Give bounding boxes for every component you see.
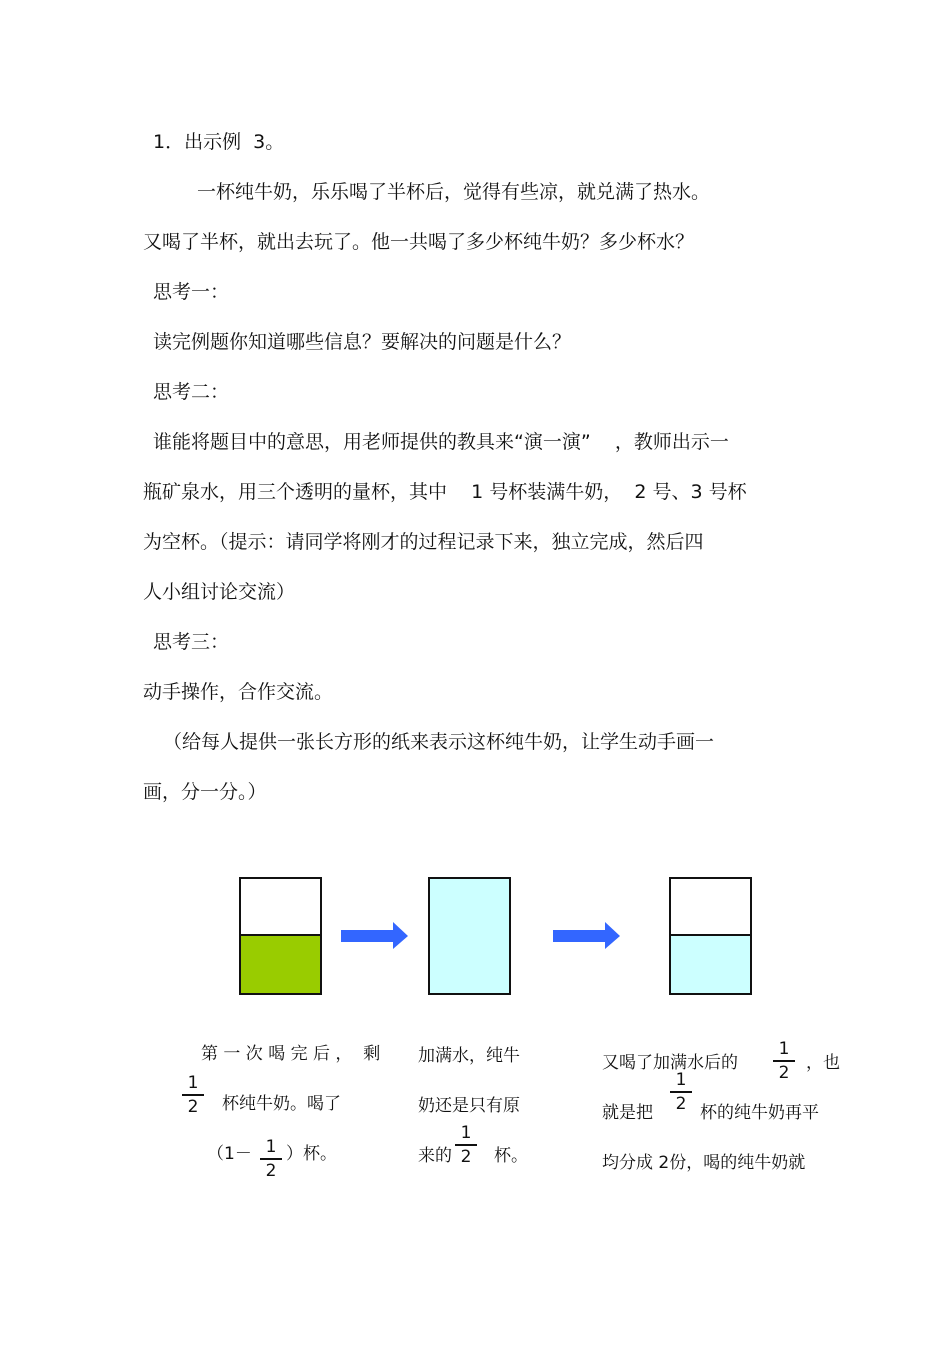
problem-line-2: 又喝了半杯，就出去玩了。他一共喝了多少杯纯牛奶？多少杯水？ bbox=[143, 231, 695, 253]
caption3-line-2a: 就是把 bbox=[602, 1103, 653, 1123]
caption1-line-3b: ）杯。 bbox=[286, 1144, 337, 1164]
caption1-line-1: 第 一 次 喝 完 后 ， 剩 bbox=[201, 1044, 381, 1064]
think3-line-2: （给每人提供一张长方形的纸来表示这杯纯牛奶，让学生动手画一 bbox=[163, 731, 715, 753]
fraction-denominator: 2 bbox=[460, 1147, 472, 1167]
caption3-line-2b: 杯的纯牛奶再平 bbox=[700, 1103, 819, 1123]
think2-label: 思考二： bbox=[153, 381, 230, 403]
fraction-denominator: 2 bbox=[675, 1094, 687, 1114]
milk-fill bbox=[241, 936, 320, 993]
water-fill bbox=[430, 879, 509, 993]
caption2-line-3b: 杯。 bbox=[494, 1146, 528, 1166]
cup-2-full-water bbox=[428, 877, 511, 995]
think2-line-4: 人小组讨论交流） bbox=[143, 581, 296, 603]
caption1-line-2: 杯纯牛奶。喝了 bbox=[222, 1094, 341, 1114]
fraction-bar bbox=[455, 1144, 477, 1146]
think1-text: 读完例题你知道哪些信息？要解决的问题是什么？ bbox=[153, 331, 572, 353]
caption3-line-1b: ，也 bbox=[806, 1053, 840, 1073]
think1-label: 思考一： bbox=[153, 281, 230, 303]
caption2-line-2: 奶还是只有原 bbox=[418, 1096, 520, 1116]
fraction-bar bbox=[773, 1060, 795, 1062]
think3-line-1: 动手操作，合作交流。 bbox=[143, 681, 334, 703]
fraction-numerator: 1 bbox=[187, 1073, 199, 1093]
arrow-right-icon bbox=[341, 922, 409, 950]
example-heading: 1．出示例 3。 bbox=[153, 131, 285, 153]
fraction-denominator: 2 bbox=[778, 1063, 790, 1083]
fraction-bar bbox=[670, 1091, 692, 1093]
caption1-fraction bbox=[182, 1074, 204, 1116]
caption3-line-1a: 又喝了加满水后的 bbox=[602, 1053, 738, 1073]
fraction-bar bbox=[260, 1158, 282, 1160]
fraction-numerator: 1 bbox=[460, 1123, 472, 1143]
fraction-denominator: 2 bbox=[187, 1097, 199, 1117]
caption3-fraction bbox=[773, 1040, 795, 1082]
caption2-line-1: 加满水，纯牛 bbox=[418, 1046, 520, 1066]
fraction-bar bbox=[182, 1094, 204, 1096]
fraction-denominator: 2 bbox=[265, 1161, 277, 1181]
caption1-fraction-2 bbox=[260, 1138, 282, 1180]
water-fill bbox=[671, 936, 750, 993]
caption1-line-3a: （1－ bbox=[207, 1144, 252, 1164]
think2-line-2: 瓶矿泉水，用三个透明的量杯，其中 1 号杯装满牛奶， 2 号、3 号杯 bbox=[143, 481, 747, 503]
cup-3-half-water bbox=[669, 877, 752, 995]
caption3-line-3: 均分成 2份，喝的纯牛奶就 bbox=[602, 1153, 806, 1173]
problem-line-1: 一杯纯牛奶，乐乐喝了半杯后，觉得有些凉，就兑满了热水。 bbox=[197, 181, 711, 203]
think2-line-1: 谁能将题目中的意思，用老师提供的教具来“演一演” ，教师出示一 bbox=[153, 431, 729, 453]
cup-1-half-milk bbox=[239, 877, 322, 995]
caption2-line-3a: 来的 bbox=[418, 1146, 452, 1166]
milk-level-line bbox=[241, 934, 320, 936]
think3-label: 思考三： bbox=[153, 631, 230, 653]
caption2-fraction bbox=[455, 1124, 477, 1166]
water-level-line bbox=[671, 934, 750, 936]
fraction-numerator: 1 bbox=[265, 1137, 277, 1157]
think3-line-3: 画，分一分。） bbox=[143, 781, 267, 803]
fraction-numerator: 1 bbox=[675, 1070, 687, 1090]
arrow-right-icon bbox=[553, 922, 621, 950]
think2-line-3: 为空杯。（提示：请同学将刚才的过程记录下来，独立完成，然后四 bbox=[143, 531, 704, 553]
caption3-fraction-2 bbox=[670, 1071, 692, 1113]
fraction-numerator: 1 bbox=[778, 1039, 790, 1059]
